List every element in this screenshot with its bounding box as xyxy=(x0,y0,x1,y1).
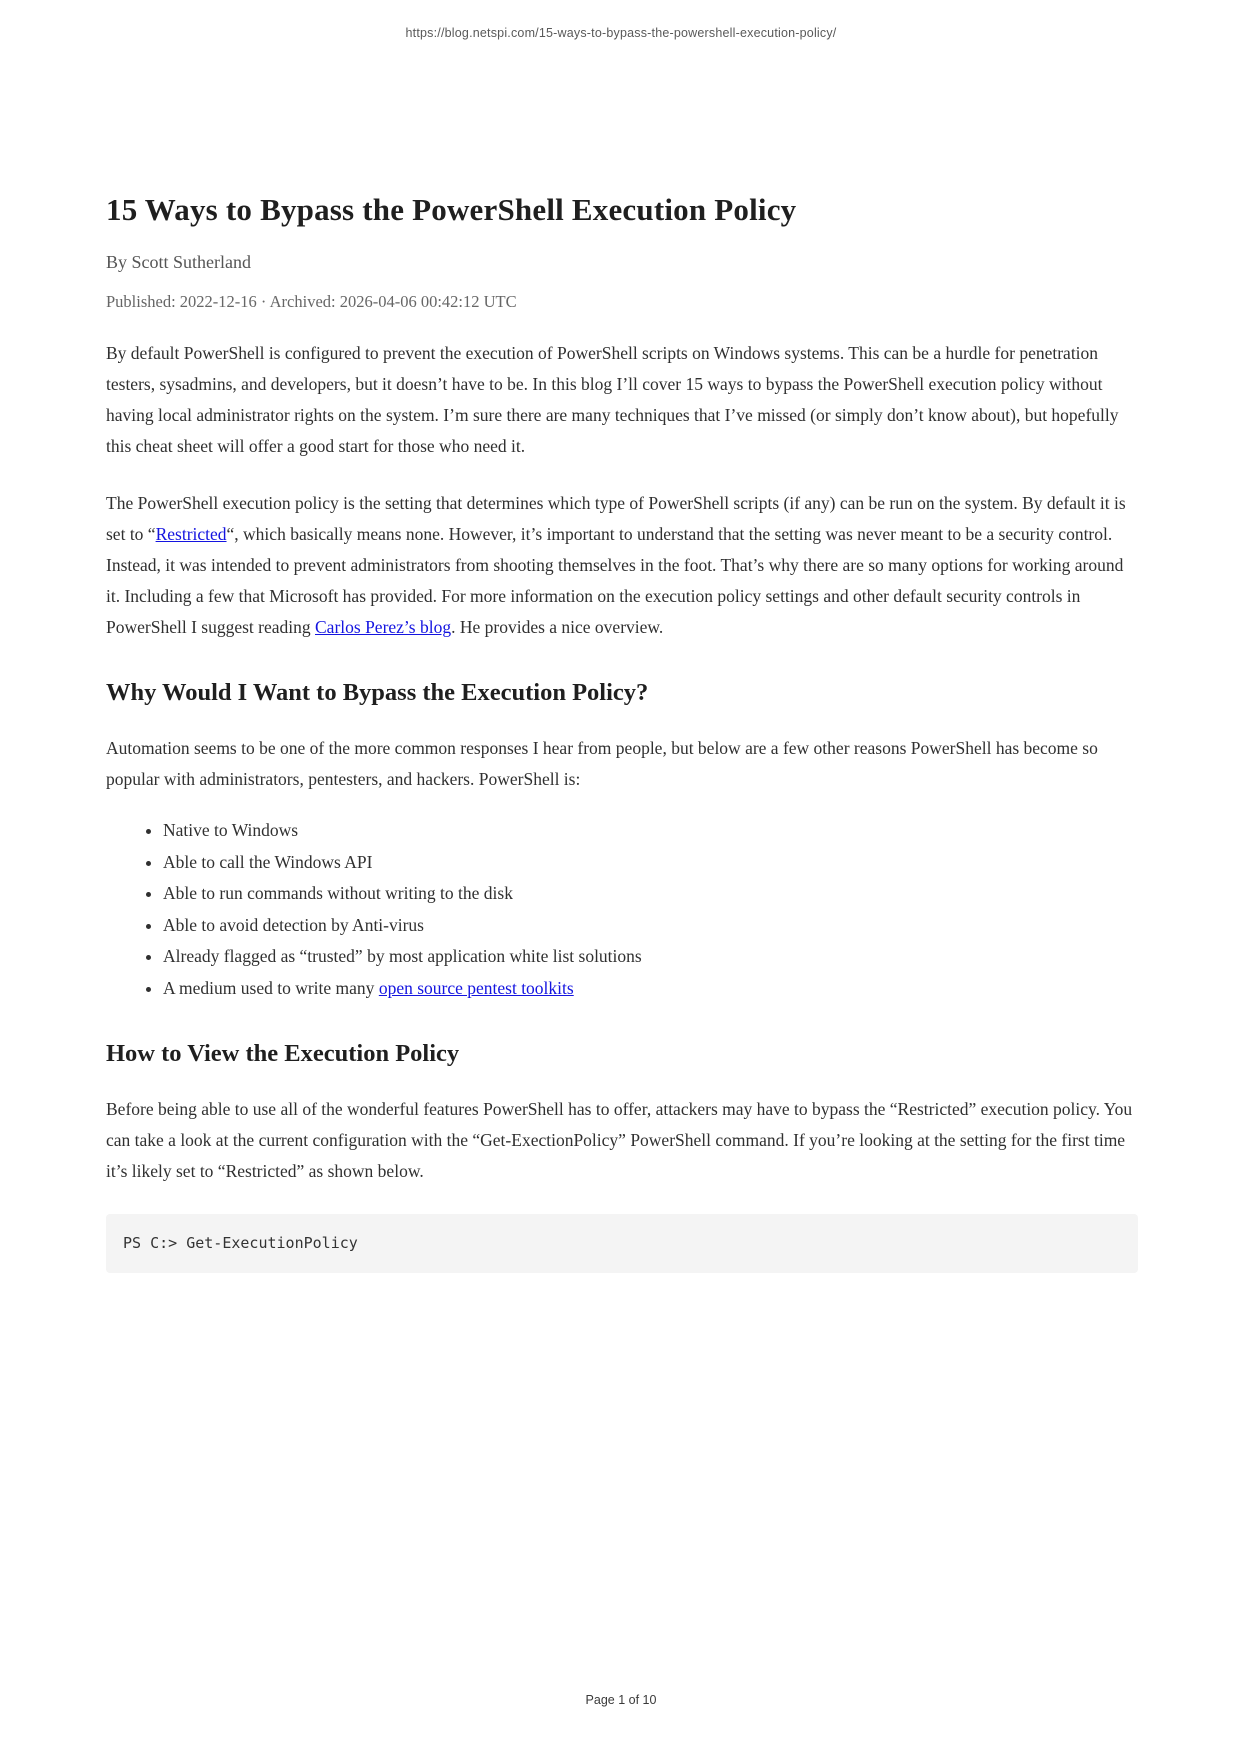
list-item-text: A medium used to write many xyxy=(163,977,379,998)
restricted-link[interactable]: Restricted xyxy=(155,524,227,544)
page-url-header: https://blog.netspi.com/15-ways-to-bypass-the-powershell-execution-policy/ xyxy=(405,26,837,40)
open-source-pentest-toolkits-link[interactable]: open source pentest toolkits xyxy=(378,977,574,998)
code-block xyxy=(106,1214,1138,1273)
published-archived-meta: Published: 2022-12-16 · Archived: 2026-04-06 00:42:12 UTC xyxy=(106,292,517,311)
list-item: • Able to run commands without writing to the disk xyxy=(163,878,1138,910)
powershell-reasons-list xyxy=(106,815,1138,1004)
powershell-command-text: PS C:> Get-ExecutionPolicy xyxy=(123,1234,358,1252)
list-item: • Already flagged as “trusted” by most application white list solutions xyxy=(163,941,1138,973)
heading-how-to-view: How to View the Execution Policy xyxy=(106,1040,460,1067)
paragraph-text: “, which basically means none. However, it’s important to understand that the setting was never meant to be a security control. Instead, it was intended to prevent administrators from shooting themselves in the foot. That’s why there are so many options for working around it. Including a few that Microsoft has provided. For more information on the execution policy settings and other default security controls in PowerShell I suggest reading xyxy=(106,524,1124,637)
page-title: 15 Ways to Bypass the PowerShell Execution Policy xyxy=(106,192,797,227)
article-content xyxy=(106,192,1138,1273)
byline: By Scott Sutherland xyxy=(106,252,251,272)
paragraph-text: . He provides a nice overview. xyxy=(451,617,664,637)
carlos-perez-blog-link[interactable]: Carlos Perez’s blog xyxy=(315,617,452,637)
heading-why-bypass: Why Would I Want to Bypass the Execution Policy? xyxy=(106,679,649,706)
view-policy-paragraph: Before being able to use all of the wonderful features PowerShell has to offer, attackers may have to bypass the “Restricted” execution policy. You can take a look at the current configuration with the “Get-ExectionPolicy” PowerShell command. If you’re looking at the setting for the first time it’s likely set to “Restricted” as shown below. xyxy=(106,1099,1133,1181)
list-item: • Able to avoid detection by Anti-virus xyxy=(163,910,1138,942)
list-item: • Able to call the Windows API xyxy=(163,847,1138,879)
list-item: • Native to Windows xyxy=(163,815,1138,847)
execution-policy-paragraph xyxy=(106,488,1138,643)
list-item xyxy=(163,973,1138,1005)
intro-paragraph: By default PowerShell is configured to prevent the execution of PowerShell scripts on Windows systems. This can be a hurdle for penetration testers, sysadmins, and developers, but it doesn’t have to be. In this blog I’ll cover 15 ways to bypass the PowerShell execution policy without having local administrator rights on the system. I’m sure there are many techniques that I’ve missed (or simply don’t know about), but hopefully this cheat sheet will offer a good start for those who need it. xyxy=(106,343,1119,456)
paragraph-text: The PowerShell execution policy is the setting that determines which type of PowerShell scripts (if any) can be run on the system. By default it is set to “ xyxy=(106,493,1126,544)
page-number-footer: Page 1 of 10 xyxy=(585,1693,657,1707)
automation-paragraph: Automation seems to be one of the more common responses I hear from people, but below are a few other reasons PowerShell has become so popular with administrators, pentesters, and hackers. PowerShell is: xyxy=(106,738,1098,789)
